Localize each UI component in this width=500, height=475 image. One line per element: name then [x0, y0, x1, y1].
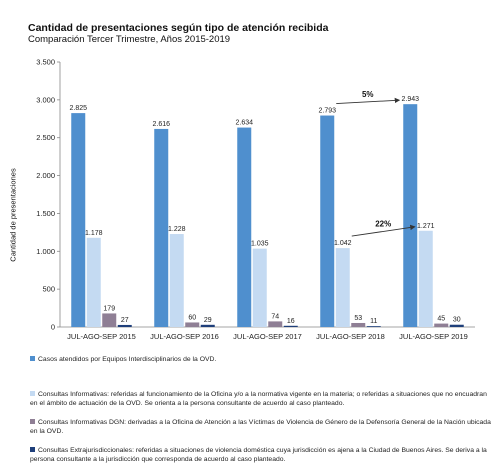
y-tick-label: 3.000	[36, 95, 55, 105]
bar	[450, 325, 464, 327]
bar	[154, 129, 168, 327]
bar	[237, 128, 251, 327]
chart-subtitle: Comparación Tercer Trimestre, Años 2015-2019	[28, 34, 231, 45]
bar	[118, 325, 132, 327]
legend-text-1: Consultas Informativas: referidas al funcionamiento de la Oficina y/o a la normativa vigente en la materia; o referidas a situaciones que no encuadran en el ámbito de actuación de la OVD. Se orienta a la persona consultante de acuerdo al caso planteado.	[30, 391, 487, 407]
data-label: 74	[271, 313, 280, 321]
legend-item-1	[30, 390, 492, 408]
data-label: 2.634	[235, 119, 254, 127]
bar	[268, 321, 282, 327]
bar	[102, 313, 116, 327]
data-label: 30	[452, 316, 461, 324]
x-tick-label: JUL-AGO-SEP 2015	[67, 332, 136, 341]
data-label: 1.042	[333, 240, 352, 248]
bar	[201, 325, 215, 327]
growth-label: 22%	[375, 219, 392, 229]
data-label: 45	[437, 315, 446, 323]
y-tick-label: 1.000	[36, 246, 55, 256]
y-tick-label: 0	[50, 322, 55, 332]
bar	[351, 323, 365, 327]
growth-arrow	[336, 100, 399, 103]
data-label: 16	[286, 317, 295, 325]
data-label: 2.793	[318, 107, 337, 115]
legend-item-2	[30, 418, 492, 436]
bar	[253, 249, 267, 327]
legend-text-0: Casos atendidos por Equipos Interdisciplinarios de la OVD.	[38, 356, 217, 363]
data-label: 179	[103, 305, 116, 313]
data-label: 29	[203, 316, 212, 324]
bar	[320, 116, 334, 327]
bar	[367, 326, 381, 327]
bar	[403, 104, 417, 327]
bar	[284, 326, 298, 327]
bar	[434, 324, 448, 327]
bar	[71, 113, 85, 327]
y-tick-label: 500	[42, 284, 55, 294]
legend-swatch-2	[30, 419, 35, 424]
y-tick-label: 3.500	[36, 57, 55, 67]
y-tick-label: 1.500	[36, 208, 55, 218]
data-label: 60	[188, 314, 197, 322]
legend-swatch-0	[30, 356, 35, 361]
legend-text-3: Consultas Extrajurisdiccionales: referidas a situaciones de violencia doméstica cuya jurisdicción es ajena a la Ciudad de Buenos Aires. Se deriva a la persona consultante a la jurisdicción que corresponda de acuerdo al caso planteado.	[30, 447, 487, 463]
legend-swatch-3	[30, 447, 35, 452]
growth-label: 5%	[361, 89, 374, 99]
x-tick-label: JUL-AGO-SEP 2018	[316, 332, 385, 341]
legend-text-2: Consultas Informativas DGN: derivadas a la Oficina de Atención a las Víctimas de Violencia de Género de la Defensoría General de la Nación ubicada en la OVD.	[30, 419, 491, 435]
x-tick-label: JUL-AGO-SEP 2019	[399, 332, 468, 341]
data-label: 27	[120, 316, 129, 324]
data-label: 1.228	[167, 226, 186, 234]
bar	[170, 234, 184, 327]
chart-title: Cantidad de presentaciones según tipo de atención recibida	[28, 22, 329, 34]
data-label: 11	[370, 318, 378, 326]
legend-item-3	[30, 446, 492, 464]
y-tick-label: 2.000	[36, 171, 55, 181]
data-label: 2.616	[152, 120, 171, 128]
data-label: 2.825	[69, 105, 88, 113]
data-label: 1.271	[416, 222, 435, 230]
legend-swatch-1	[30, 391, 35, 396]
bar	[87, 238, 101, 327]
data-label: 1.035	[250, 240, 269, 248]
y-axis-label-wrap	[6, 150, 20, 280]
bar	[419, 231, 433, 327]
x-tick-label: JUL-AGO-SEP 2017	[233, 332, 302, 341]
y-tick-label: 2.500	[36, 133, 55, 143]
bar	[185, 322, 199, 327]
x-tick-label: JUL-AGO-SEP 2016	[150, 332, 219, 341]
data-label: 53	[354, 314, 363, 322]
bar	[336, 248, 350, 327]
data-label: 2.943	[401, 96, 420, 104]
data-label: 1.178	[84, 229, 103, 237]
y-axis-label: Cantidad de presentaciones	[8, 168, 18, 262]
legend-item-0	[30, 355, 492, 364]
